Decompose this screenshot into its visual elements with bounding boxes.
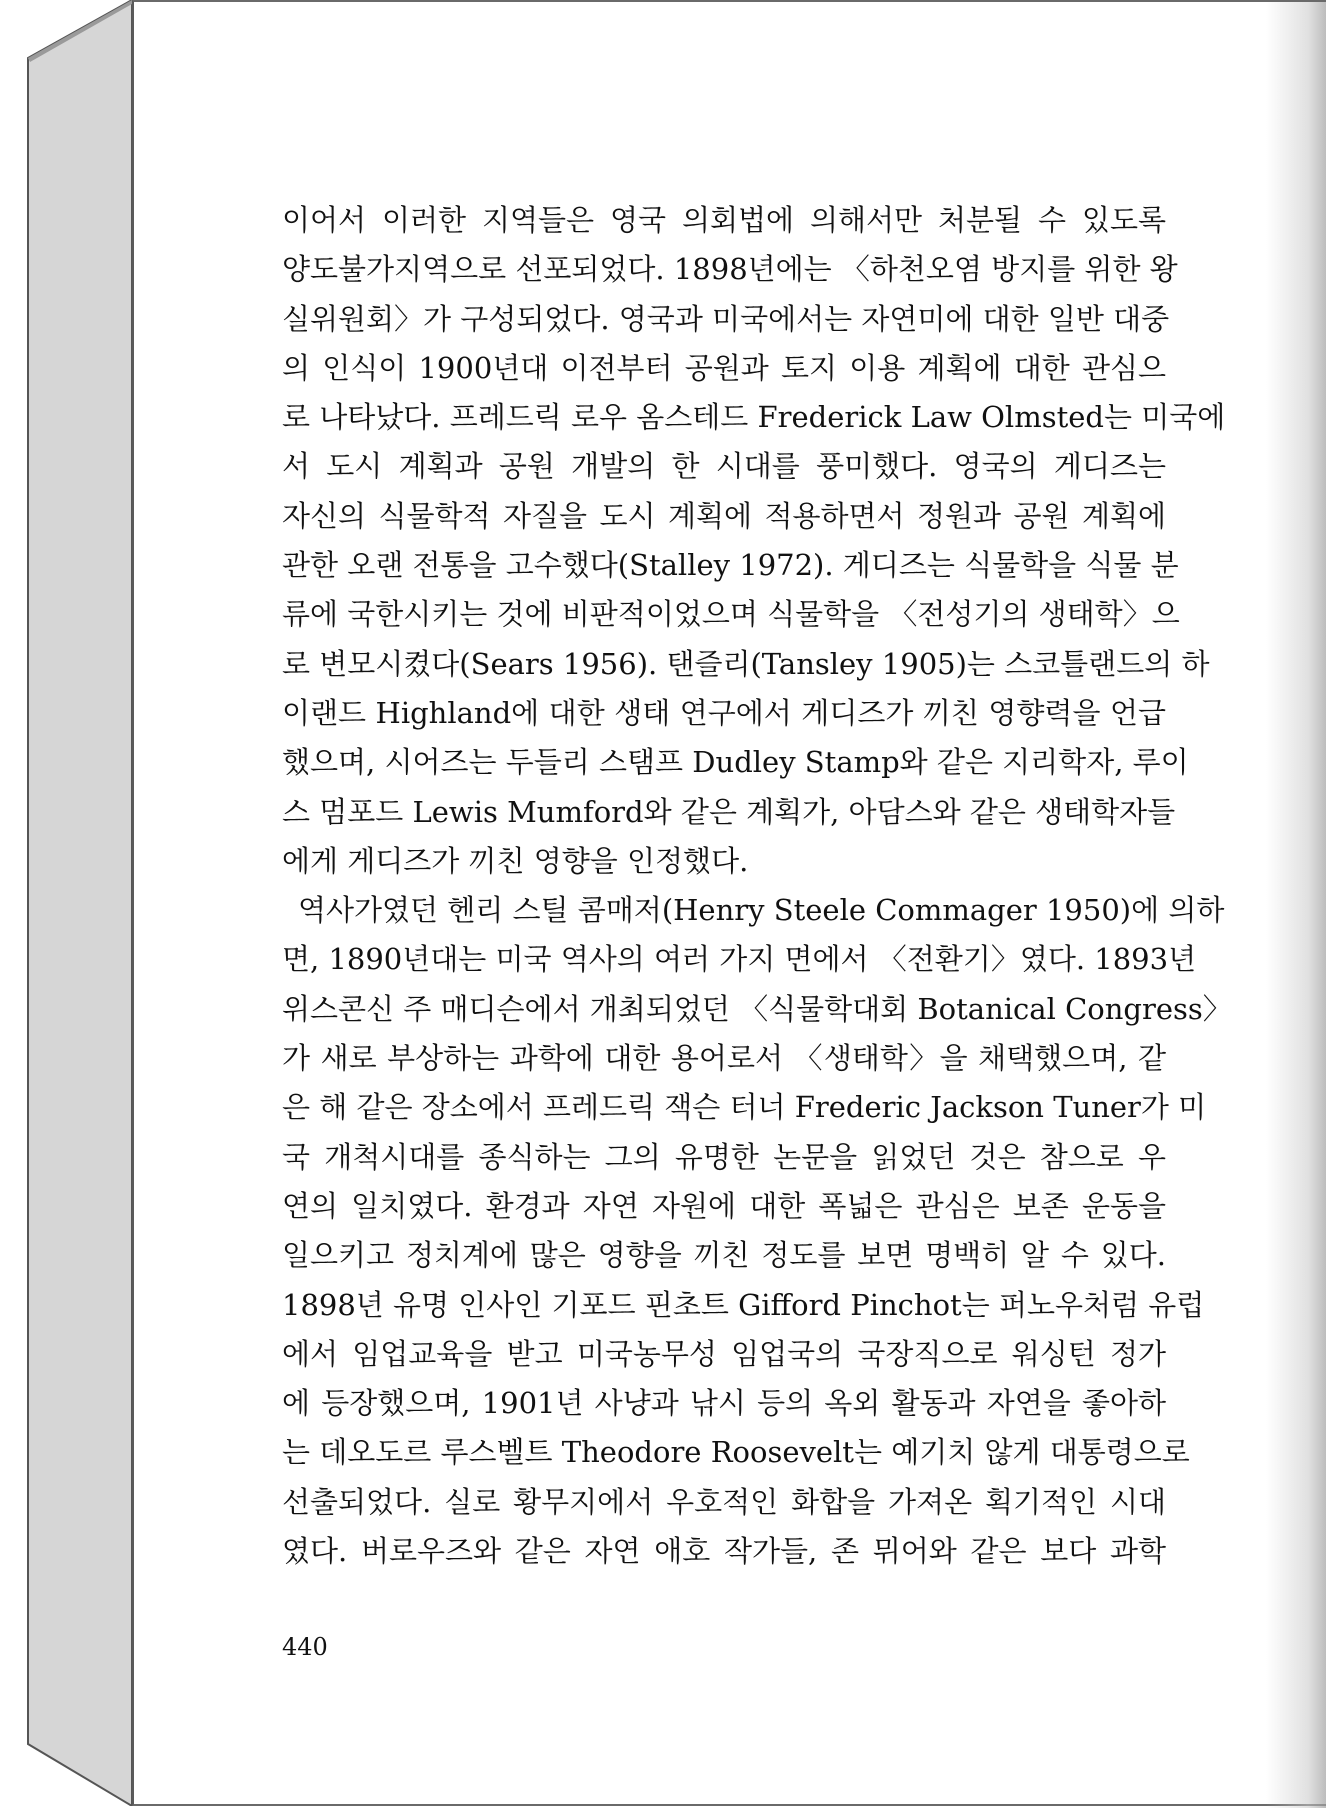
text-line: 류에 국한시키는 것에 비판적이었으며 식물학을 〈전성기의 생태학〉으 xyxy=(282,597,1180,632)
text-line: 1898년 유명 인사인 기포드 핀초트 Gifford Pinchot는 퍼노우처럼 유럽 xyxy=(282,1287,1205,1322)
text-line: 양도불가지역으로 선포되었다. 1898년에는 〈하천오염 방지를 위한 왕 xyxy=(282,252,1178,287)
text-line: 실위원회〉가 구성되었다. 영국과 미국에서는 자연미에 대한 일반 대중 xyxy=(282,301,1170,336)
text-line: 관한 오랜 전통을 고수했다(Stalley 1972). 게디즈는 식물학을 식물 분 xyxy=(282,548,1179,583)
text-line: 이랜드 Highland에 대한 생태 연구에서 게디즈가 끼친 영향력을 언급 xyxy=(282,695,1166,730)
text-line: 이어서 이러한 지역들은 영국 의회법에 의해서만 처분될 수 있도록 xyxy=(282,203,1166,237)
text-line: 일으키고 정치계에 많은 영향을 끼친 정도를 보면 명백히 알 수 있다. xyxy=(282,1238,1166,1273)
text-line: 면, 1890년대는 미국 역사의 여러 가지 면에서 〈전환기〉였다. 1893년 xyxy=(282,942,1197,977)
page-edge-shadow xyxy=(1266,2,1326,1808)
text-line: 선출되었다. 실로 황무지에서 우호적인 화합을 가져온 획기적인 시대 xyxy=(282,1484,1166,1519)
text-line: 는 데오도르 루스벨트 Theodore Roosevelt는 예기치 않게 대통령으로 xyxy=(282,1435,1190,1470)
text-line: 로 변모시켰다(Sears 1956). 탠즐리(Tansley 1905)는 스코틀랜드의 하 xyxy=(282,646,1210,681)
text-line: 에서 임업교육을 받고 미국농무성 임업국의 국장직으로 워싱턴 정가 xyxy=(282,1336,1166,1371)
text-line: 국 개척시대를 종식하는 그의 유명한 논문을 읽었던 것은 참으로 우 xyxy=(282,1139,1166,1174)
page-number: 440 xyxy=(282,1633,328,1661)
text-line: 로 나타났다. 프레드릭 로우 옴스테드 Frederick Law Olmsted는 미국에 xyxy=(282,400,1226,435)
text-line: 역사가였던 헨리 스틸 콤매저(Henry Steele Commager 1950)에 의하 xyxy=(298,893,1225,928)
text-line: 의 인식이 1900년대 이전부터 공원과 토지 이용 계획에 대한 관심으 xyxy=(282,350,1166,385)
text-line: 가 새로 부상하는 과학에 대한 용어로서 〈생태학〉을 채택했으며, 같 xyxy=(282,1041,1166,1076)
text-line: 였다. 버로우즈와 같은 자연 애호 작가들, 존 뮈어와 같은 보다 과학 xyxy=(282,1534,1166,1569)
text-line: 위스콘신 주 매디슨에서 개최되었던 〈식물학대회 Botanical Congress〉 xyxy=(282,991,1232,1026)
text-line: 서 도시 계획과 공원 개발의 한 시대를 풍미했다. 영국의 게디즈는 xyxy=(282,449,1166,484)
text-line: 자신의 식물학적 자질을 도시 계획에 적용하면서 정원과 공원 계획에 xyxy=(282,498,1166,533)
text-line: 스 멈포드 Lewis Mumford와 같은 계획가, 아담스와 같은 생태학자들 xyxy=(282,794,1176,829)
text-line: 에게 게디즈가 끼친 영향을 인정했다. xyxy=(282,843,749,878)
body-text xyxy=(282,196,1232,1576)
text-line: 은 해 같은 장소에서 프레드릭 잭슨 터너 Frederic Jackson Tuner가 미 xyxy=(282,1090,1207,1125)
text-line: 했으며, 시어즈는 두들리 스탬프 Dudley Stamp와 같은 지리학자, 루이 xyxy=(282,745,1189,780)
text-line: 연의 일치였다. 환경과 자연 자원에 대한 폭넓은 관심은 보존 운동을 xyxy=(282,1188,1166,1223)
text-line: 에 등장했으며, 1901년 사냥과 낚시 등의 옥외 활동과 자연을 좋아하 xyxy=(282,1386,1166,1421)
